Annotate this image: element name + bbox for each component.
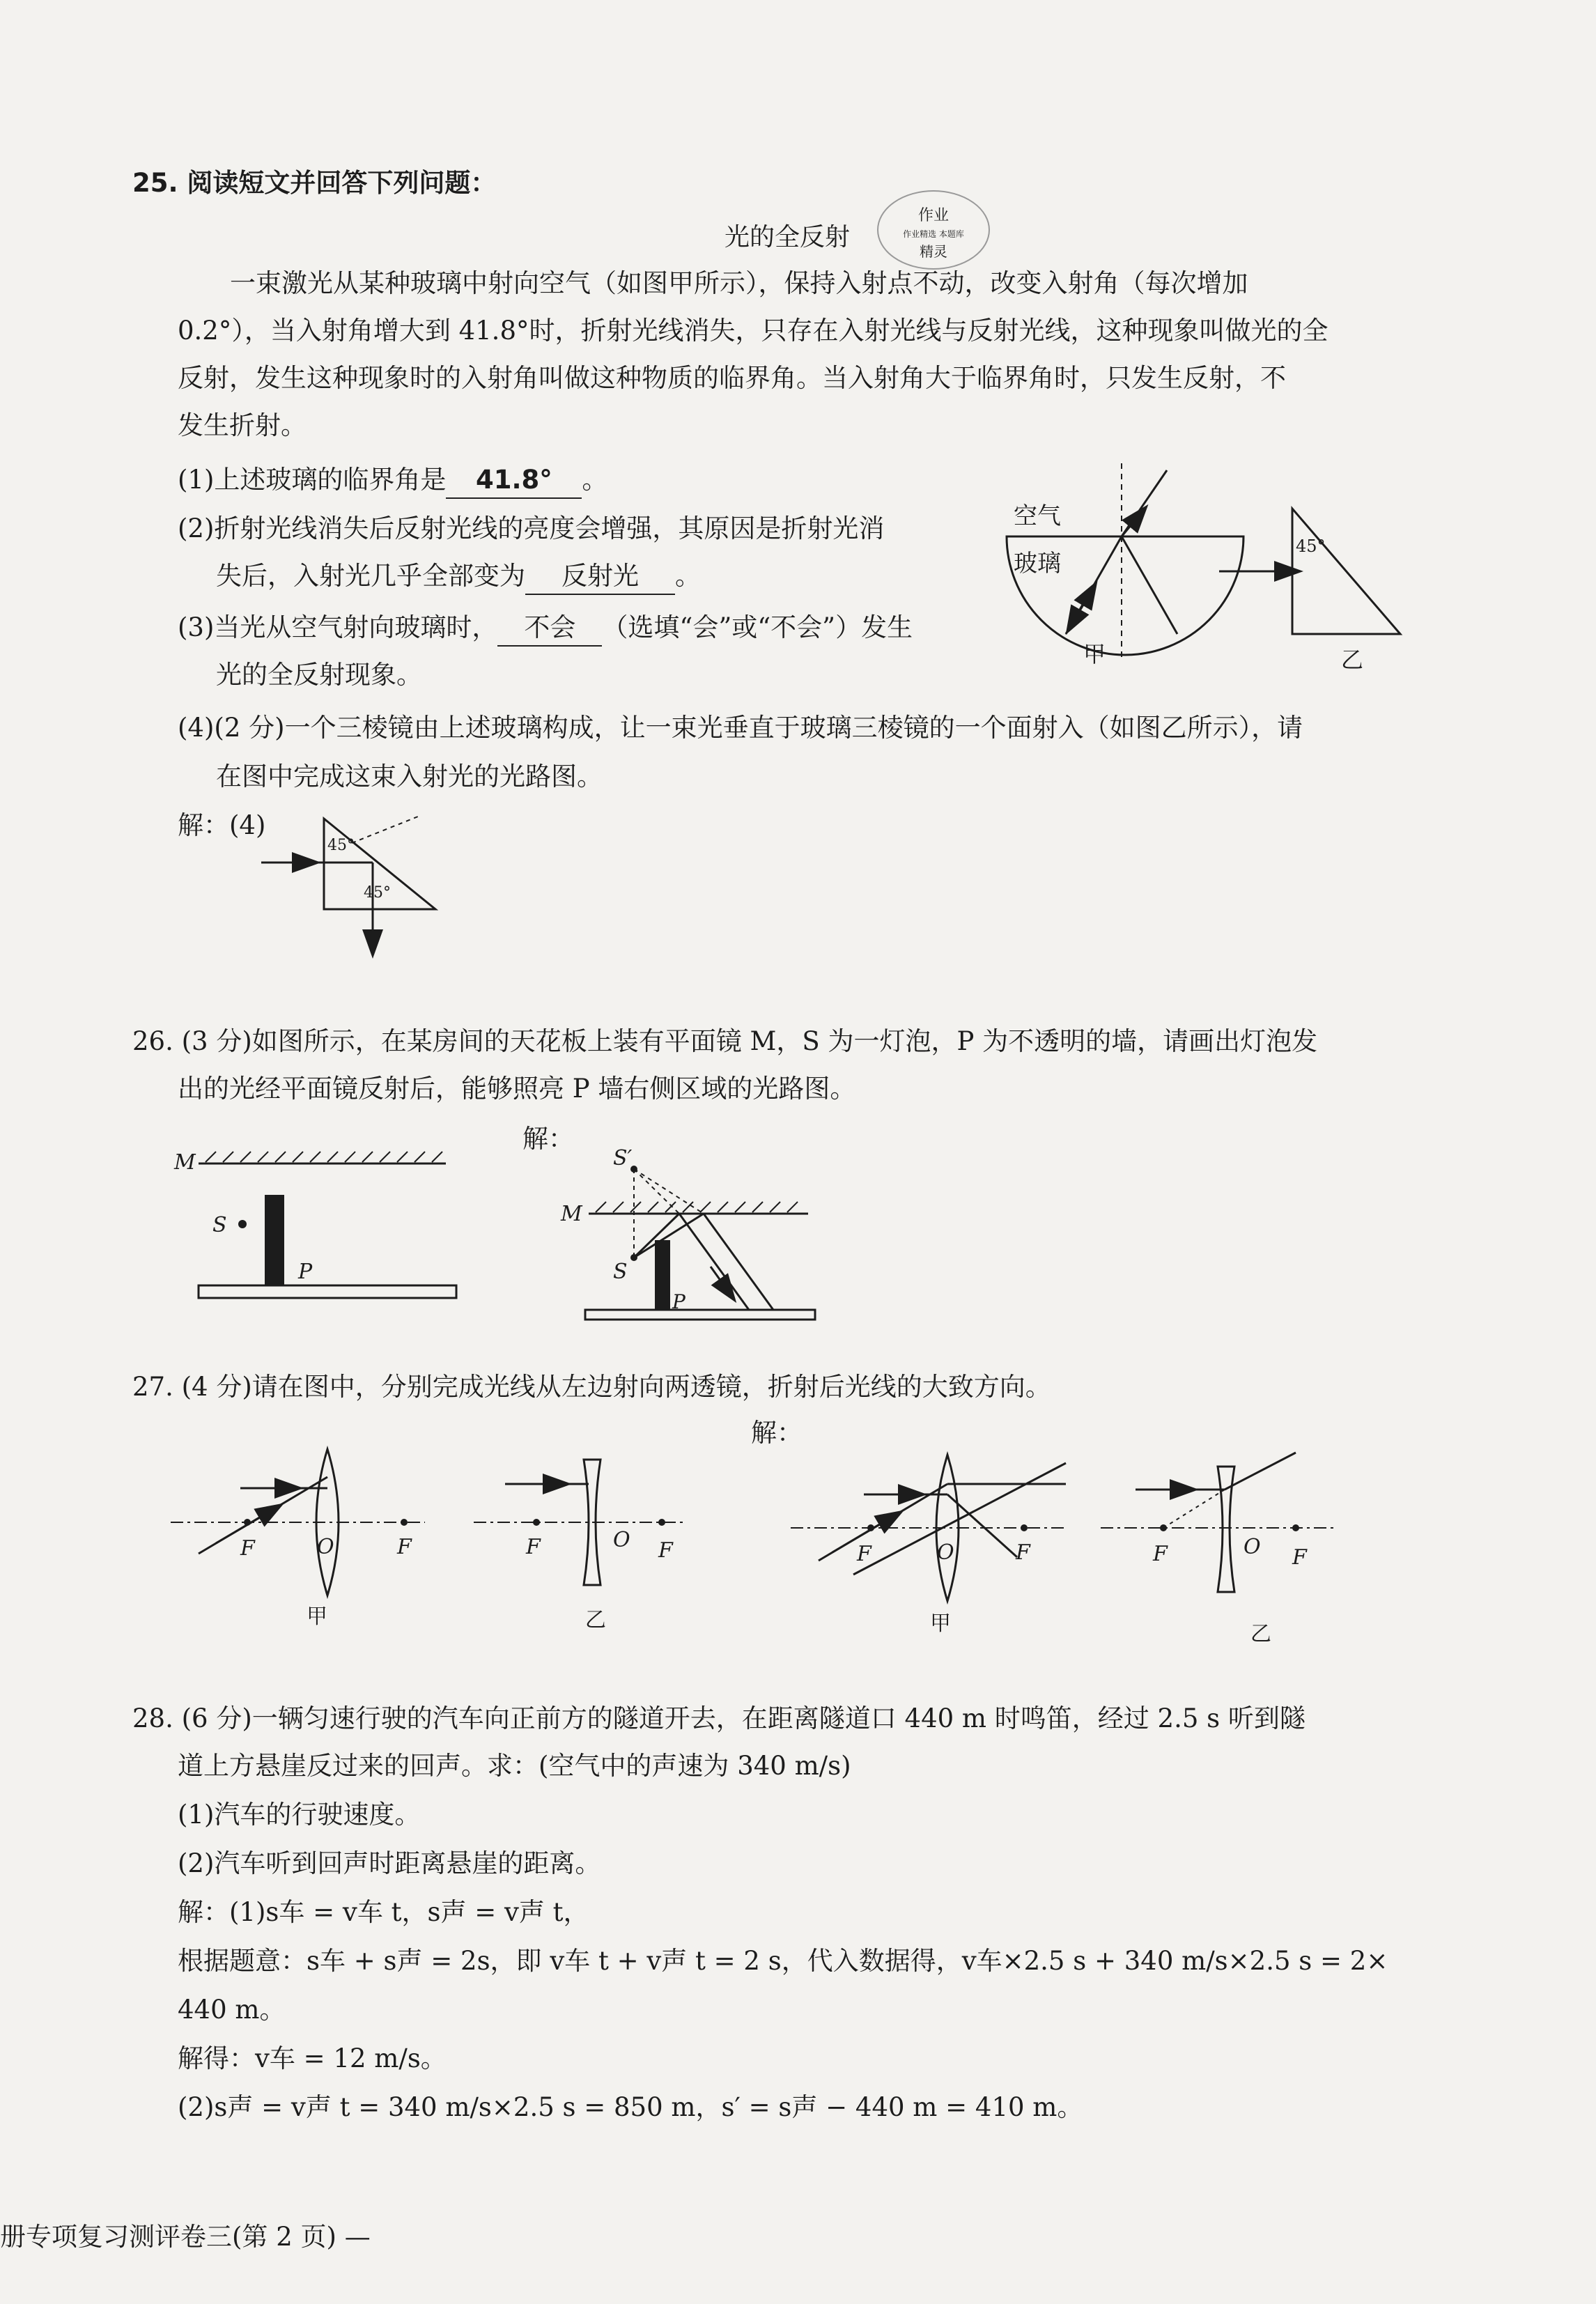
q26-sol-label-S: S: [613, 1260, 628, 1284]
q27-sol-yi-O: O: [1244, 1535, 1261, 1559]
q25-sub3-prompt: (3)当光从空气射向玻璃时，: [178, 612, 498, 642]
q28-sub2: (2)汽车听到回声时距离悬崖的距离。: [178, 1848, 601, 1878]
q26-solution-figure: [557, 1146, 822, 1324]
q25-para-line-1: 一束激光从某种玻璃中射向空气（如图甲所示），保持入射点不动，改变入射角（每次增加: [230, 268, 1248, 298]
q26-label-M: M: [174, 1150, 196, 1175]
q26-label-P: P: [298, 1260, 313, 1284]
q28-solution-line4: 解得：v车 = 12 m/s。: [178, 2043, 447, 2073]
q25-sub3-line2: 光的全反射现象。: [216, 660, 422, 690]
q25-solution-label: 解：(4): [178, 810, 266, 840]
q27-sol-yi-caption: 乙: [1250, 1622, 1271, 1646]
q25-para-line-4: 发生折射。: [178, 410, 307, 440]
q26-line1: 26. (3 分)如图所示，在某房间的天花板上装有平面镜 M，S 为一灯泡，P 为不透明的墙，请画出灯泡发: [132, 1026, 1318, 1056]
q27-jia-F-left: F: [240, 1536, 255, 1561]
q27-solution-label: 解：: [751, 1418, 803, 1448]
q25-stem: [132, 166, 496, 201]
q25-sub2-line2: [216, 559, 701, 595]
q25-sub1-answer: 41.8°: [446, 463, 582, 499]
q27-solution-figure: [787, 1442, 1358, 1651]
stamp-middle: 作业精选 本题库: [903, 229, 964, 239]
fig-jia-air: 空气: [1014, 502, 1061, 530]
q27-sol-jia-O: O: [937, 1540, 954, 1565]
q25-stem-text: 25. 阅读短文并回答下列问题：: [132, 168, 497, 198]
q25-sub1-prompt: (1)上述玻璃的临界角是: [178, 465, 447, 495]
watermark-stamp: [874, 187, 993, 277]
q25-article-title: 光的全反射: [725, 223, 851, 252]
q26-sol-label-M: M: [561, 1202, 582, 1226]
q26-label-S: S: [212, 1213, 227, 1237]
q27-line1: 27. (4 分)请在图中，分别完成光线从左边射向两透镜，折射后光线的大致方向。: [132, 1372, 1051, 1402]
q25-sub3-answer: 不会: [497, 610, 602, 647]
q25-sub3-end: （选填“会”或“不会”）发生: [602, 612, 913, 642]
q26-figure: [174, 1143, 467, 1310]
q28-solution-line2: 根据题意：s车 + s声 = 2s，即 v车 t + v声 t = 2 s，代入数据得，v车×2.5 s + 340 m/s×2.5 s = 2×: [178, 1946, 1388, 1976]
fig-jia-caption: 甲: [1083, 641, 1106, 667]
q25-sub2-line1: (2)折射光线消失后反射光线的亮度会增强，其原因是折射光消: [178, 513, 885, 543]
q25-para-line-3: 反射，发生这种现象时的入射角叫做这种物质的临界角。当入射角大于临界角时，只发生反射，不: [178, 363, 1286, 393]
q27-yi-F-left: F: [526, 1535, 541, 1559]
q25-sub2-prompt: 失后，入射光几乎全部变为: [216, 561, 525, 591]
q27-jia-O: O: [317, 1535, 334, 1559]
q25-para-line-2: 0.2°），当入射角增大到 41.8°时，折射光线消失，只存在入射光线与反射光线，这种现象叫做光的全: [178, 316, 1328, 346]
q25-sub2-end: 。: [675, 561, 701, 591]
q27-jia-caption: 甲: [307, 1605, 327, 1629]
q28-line2: 道上方悬崖反过来的回声。求：(空气中的声速为 340 m/s): [178, 1751, 851, 1781]
fig-yi-caption: 乙: [1341, 647, 1364, 673]
q27-sol-jia-F-left: F: [857, 1542, 871, 1566]
q27-question-figure: [167, 1442, 711, 1644]
q28-solution-line3: 440 m。: [178, 1995, 286, 2025]
q25-sub4-line2: 在图中完成这束入射光的光路图。: [216, 761, 603, 791]
q28-solution-line1: 解：(1)s车 = v车 t，s声 = v声 t，: [178, 1897, 589, 1927]
q27-yi-O: O: [613, 1528, 630, 1552]
q26-sol-label-Sprime: S′: [613, 1146, 633, 1170]
q27-sol-jia-F-right: F: [1016, 1540, 1030, 1565]
q26-solution-label: 解：: [522, 1124, 574, 1154]
stamp-top: 作业: [917, 207, 950, 224]
q27-yi-F-right: F: [658, 1538, 673, 1563]
q28-line1: 28. (6 分)一辆匀速行驶的汽车向正前方的隧道开去，在距离隧道口 440 m 时鸣笛，经过 2.5 s 听到隧: [132, 1703, 1306, 1733]
q25-sub4-line1: (4)(2 分)一个三棱镜由上述玻璃构成，让一束光垂直于玻璃三棱镜的一个面射入（如图乙所示），请: [178, 713, 1303, 743]
q28-solution-line5: (2)s声 = v声 t = 340 m/s×2.5 s = 850 m，s′ = s声 − 440 m = 410 m。: [178, 2092, 1083, 2122]
q27-sol-jia-caption: 甲: [930, 1611, 951, 1636]
q25-sub3-line1: [178, 610, 913, 647]
q25-sub1-end: 。: [582, 465, 608, 495]
q27-sol-yi-F-right: F: [1292, 1545, 1307, 1570]
q25-sub2-answer: 反射光: [525, 559, 675, 595]
fig-yi-angle: 45°: [1296, 536, 1326, 556]
q28-sub1: (1)汽车的行驶速度。: [178, 1800, 421, 1830]
q26-line2: 出的光经平面镜反射后，能够照亮 P 墙右侧区域的光路图。: [178, 1074, 856, 1104]
q25-solution-figure: [258, 815, 453, 961]
q25-sub1: [178, 463, 607, 499]
fig-jia-glass: 玻璃: [1014, 550, 1061, 578]
q27-yi-caption: 乙: [585, 1608, 606, 1632]
q25-figure-yi: [1212, 502, 1428, 676]
sol-fig-angle-bottom: 45°: [364, 884, 391, 902]
stamp-bottom: 精灵: [920, 243, 947, 260]
page-footer: 册专项复习测评卷三(第 2 页) —: [0, 2222, 371, 2252]
q27-sol-yi-F-left: F: [1153, 1542, 1168, 1566]
q27-jia-F-right: F: [397, 1535, 412, 1559]
q26-sol-label-P: P: [672, 1290, 685, 1313]
sol-fig-angle-top: 45°: [327, 837, 355, 854]
